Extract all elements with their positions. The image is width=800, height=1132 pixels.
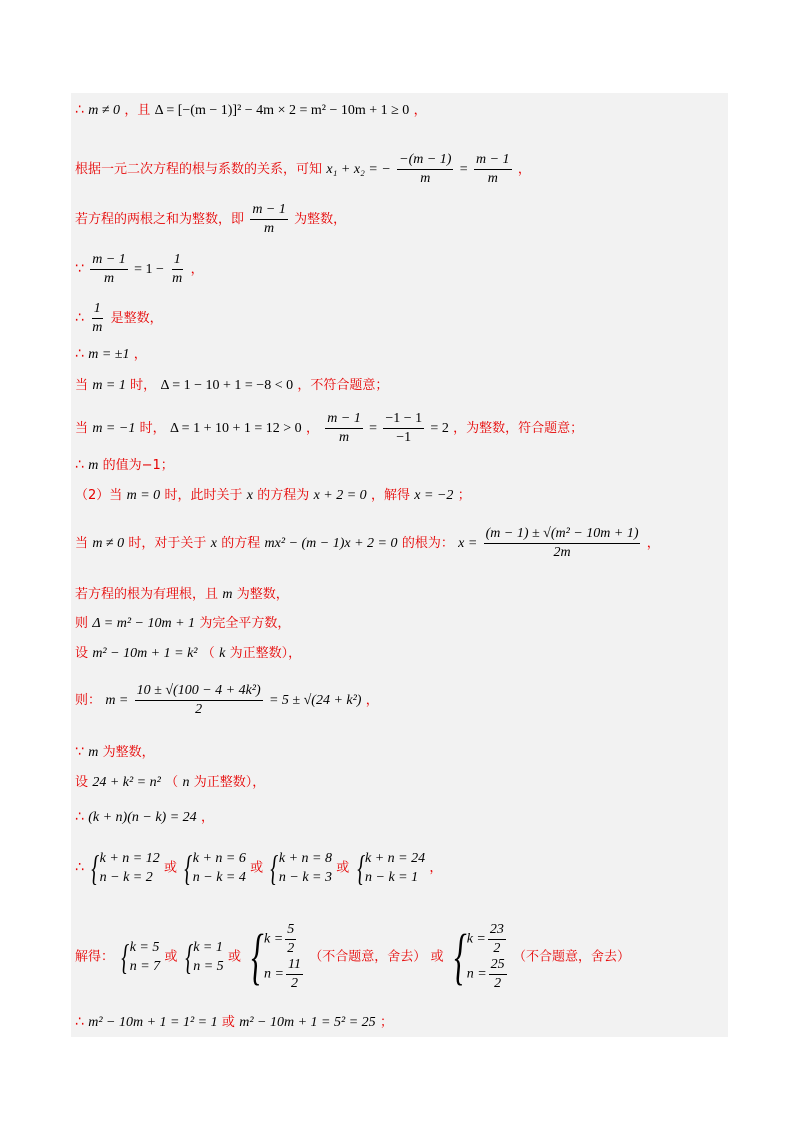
text: 设 bbox=[75, 775, 89, 790]
text: ， bbox=[517, 162, 531, 177]
math: m² − 10m + 1 = 5² = 25 bbox=[239, 1015, 376, 1030]
math: x bbox=[210, 536, 217, 551]
line-roots-formula bbox=[75, 526, 660, 561]
math: m = 0 bbox=[126, 488, 161, 503]
text: 为整数， bbox=[236, 587, 289, 602]
math: = 2 bbox=[430, 421, 449, 436]
text: ， bbox=[429, 860, 443, 876]
math: m ≠ 0 bbox=[88, 103, 121, 118]
math: Δ = [−(m − 1)]² − 4m × 2 = m² − 10m + 1 ≥ 0 bbox=[154, 103, 410, 118]
text: ， bbox=[646, 536, 660, 551]
line-m-result bbox=[75, 456, 174, 475]
because-symbol: ∵ bbox=[75, 744, 84, 760]
text: 为整数， bbox=[294, 212, 347, 227]
text: 的值为−1； bbox=[102, 458, 174, 473]
math: (k + n)(n − k) = 24 bbox=[88, 810, 197, 825]
text: ， bbox=[133, 347, 147, 362]
text: 为整数， bbox=[102, 745, 155, 760]
therefore-symbol: ∴ bbox=[75, 102, 84, 118]
fraction: $\frac{m - 1}{m}$ bbox=[327, 411, 361, 445]
therefore-symbol: ∴ bbox=[75, 310, 84, 326]
text: 则 bbox=[75, 616, 89, 631]
math: x + 2 = 0 bbox=[313, 488, 367, 503]
text: 为正整数）， bbox=[229, 646, 302, 661]
equation-system: { k + n = 8 n − k = 3 bbox=[270, 848, 332, 888]
text: 设 bbox=[75, 646, 89, 661]
math: m bbox=[88, 458, 99, 473]
math: m = bbox=[105, 693, 129, 708]
text: 时， bbox=[130, 378, 157, 393]
therefore-symbol: ∴ bbox=[75, 346, 84, 362]
math: x = bbox=[458, 536, 478, 551]
text: 的根为： bbox=[401, 536, 454, 551]
line-solutions bbox=[75, 922, 630, 992]
line-perfect-square bbox=[75, 614, 290, 633]
math: x₁ + x₂ = − bbox=[326, 162, 391, 177]
line-part2-m0 bbox=[75, 486, 471, 505]
equation-system: { k + n = 12 n − k = 2 bbox=[91, 848, 160, 888]
text: ； bbox=[379, 1015, 393, 1030]
math: n bbox=[182, 775, 190, 790]
fraction: $\frac{-(m - 1)}{m}$ bbox=[399, 152, 452, 186]
line-case-m1 bbox=[75, 376, 388, 395]
text: 则： bbox=[75, 693, 102, 708]
text: 解得： bbox=[75, 949, 115, 965]
math: m² − 10m + 1 = k² bbox=[92, 646, 198, 661]
line-vieta bbox=[75, 152, 531, 187]
fraction: $\frac{-1 - 1}{-1}$ bbox=[385, 411, 423, 445]
text: ； bbox=[457, 488, 471, 503]
line-m-formula bbox=[75, 683, 379, 718]
math: = 5 ± √(24 + k²) bbox=[268, 693, 362, 708]
fraction: $\frac{m - 1}{m}$ bbox=[92, 252, 126, 286]
line-rational-roots bbox=[75, 585, 289, 604]
math: m ≠ 0 bbox=[92, 536, 125, 551]
text: （不合题意，舍去） bbox=[309, 949, 427, 965]
text: ， bbox=[200, 810, 214, 825]
solution-system: { k = $\frac{5}{2}$ n = $\frac{11}{2}$ bbox=[251, 922, 301, 991]
text: 或 bbox=[250, 860, 264, 876]
math: = bbox=[369, 421, 378, 436]
line-systems bbox=[75, 849, 442, 887]
line-let-k bbox=[75, 644, 301, 663]
math: Δ = 1 + 10 + 1 = 12 > 0 bbox=[169, 421, 302, 436]
text: ， bbox=[190, 262, 204, 277]
text: 时，对于关于 bbox=[128, 536, 207, 551]
solution-system: { k = $\frac{23}{2}$ n = $\frac{25}{2}$ bbox=[454, 922, 505, 991]
text: 或 bbox=[336, 860, 350, 876]
text: 或 bbox=[227, 949, 241, 965]
line-product bbox=[75, 808, 214, 827]
text: （ bbox=[201, 646, 215, 661]
text: 时，此时关于 bbox=[164, 488, 243, 503]
math: m = 1 bbox=[92, 378, 126, 393]
text: ，不符合题意； bbox=[297, 378, 389, 393]
text: ， bbox=[305, 421, 319, 436]
therefore-symbol: ∴ bbox=[75, 1014, 84, 1030]
math: Δ = 1 − 10 + 1 = −8 < 0 bbox=[160, 378, 294, 393]
line-because-fraction bbox=[75, 252, 204, 287]
text: 根据一元二次方程的根与系数的关系，可知 bbox=[75, 162, 323, 177]
math: m² − 10m + 1 = 1² = 1 bbox=[88, 1015, 218, 1030]
text: （2）当 bbox=[75, 488, 123, 503]
math: 24 + k² = n² bbox=[92, 775, 161, 790]
text: 或 bbox=[164, 860, 178, 876]
math: x = −2 bbox=[414, 488, 454, 503]
text: 当 bbox=[75, 536, 89, 551]
math: = 1 − bbox=[134, 262, 164, 277]
text: ，解得 bbox=[370, 488, 410, 503]
text: 若方程的根为有理根，且 bbox=[75, 587, 219, 602]
text: 或 bbox=[430, 949, 444, 965]
text: 的方程 bbox=[221, 536, 261, 551]
line-m-integer bbox=[75, 743, 155, 762]
text: 当 bbox=[75, 421, 89, 436]
line-sum-integer bbox=[75, 202, 346, 237]
text: 是整数， bbox=[110, 311, 163, 326]
text: （ bbox=[165, 775, 179, 790]
therefore-symbol: ∴ bbox=[75, 809, 84, 825]
therefore-symbol: ∴ bbox=[75, 457, 84, 473]
math: m = −1 bbox=[92, 421, 136, 436]
text: （不合题意，舍去） bbox=[512, 949, 630, 965]
fraction: $\frac{\text{(m − 1) ± √(m² − 10m + 1)}}{2m}$ bbox=[485, 526, 639, 560]
text: ，且 bbox=[124, 103, 151, 118]
line-let-n bbox=[75, 773, 265, 792]
math: m bbox=[88, 745, 99, 760]
math: = bbox=[459, 162, 468, 177]
text: 若方程的两根之和为整数，即 bbox=[75, 212, 245, 227]
therefore-symbol: ∴ bbox=[75, 859, 84, 876]
because-symbol: ∵ bbox=[75, 261, 84, 277]
math: m = ±1 bbox=[88, 347, 130, 362]
text: 为完全平方数， bbox=[199, 616, 291, 631]
text: 当 bbox=[75, 378, 89, 393]
line-reciprocal-integer bbox=[75, 301, 163, 336]
fraction: $\frac{\text{10 ± √(100 − 4 + 4k²)}}{2}$ bbox=[136, 683, 261, 717]
math: x bbox=[246, 488, 253, 503]
text: ， bbox=[413, 103, 427, 118]
line-m-values bbox=[75, 345, 147, 364]
text: 时， bbox=[139, 421, 166, 436]
equation-system: { k + n = 6 n − k = 4 bbox=[184, 848, 246, 888]
equation-system: { k + n = 24 n − k = 1 bbox=[356, 848, 426, 888]
math: k bbox=[219, 646, 226, 661]
solution-system: { k = 1 n = 5 bbox=[185, 937, 224, 977]
fraction: $\frac{1}{m}$ bbox=[172, 252, 183, 286]
text: ， bbox=[365, 693, 379, 708]
text: ，为整数，符合题意； bbox=[453, 421, 584, 436]
line-condition bbox=[75, 101, 427, 120]
text: 或 bbox=[221, 1015, 235, 1030]
fraction: $\frac{m - 1}{m}$ bbox=[252, 202, 286, 236]
fraction: $\frac{1}{m}$ bbox=[92, 301, 103, 335]
text: 的方程为 bbox=[257, 488, 310, 503]
math: m bbox=[222, 587, 233, 602]
fraction: $\frac{m - 1}{m}$ bbox=[475, 152, 510, 186]
math: mx² − (m − 1)x + 2 = 0 bbox=[264, 536, 398, 551]
line-final bbox=[75, 1013, 393, 1032]
text: 或 bbox=[164, 949, 178, 965]
solution-system: { k = 5 n = 7 bbox=[121, 937, 161, 977]
text: 为正整数）， bbox=[193, 775, 266, 790]
line-case-m-neg1 bbox=[75, 411, 583, 446]
math: Δ = m² − 10m + 1 bbox=[92, 616, 196, 631]
